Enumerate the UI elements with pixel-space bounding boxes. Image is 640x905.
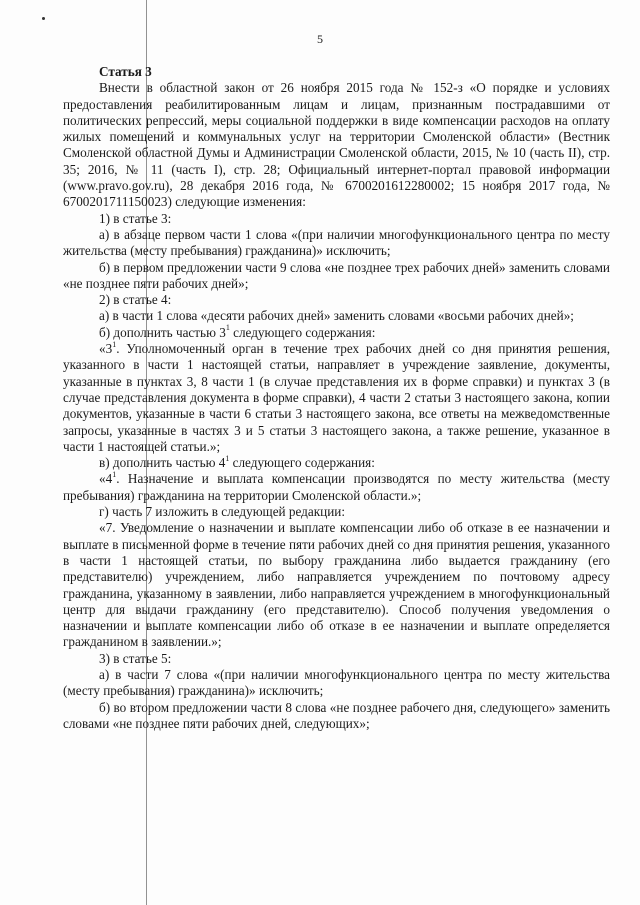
paragraph: «$4^1$. Назначение и выплата компенсации производятся по месту жительства (месту пребывания) гражданина на территории Смоленской области.»; xyxy=(63,470,610,503)
paragraph: г) часть 7 изложить в следующей редакции: xyxy=(99,504,345,520)
article-title: Статья 3 xyxy=(99,64,152,79)
paragraph: «$3^1$. Уполномоченный орган в течение трех рабочих дней со дня принятия решения, указанного в части 1 настоящей статьи, направляет в учреждение заявление, документы, указанные в пунктах 3, 8 части 1 (в случае представления их в форме справки) и пунктах 3 (в случае представления документа в форме справки), 4 части 2 статьи 3 настоящего закона, копии документов, указанные в части 6 статьи 3 настоящего закона, все ответы на межведомственные запросы, указанные в частях 3 и 5 статьи 3 настоящего закона, а также решение, указанное в части 1 настоящей статьи.»; xyxy=(63,339,610,454)
paragraph: а) в абзаце первом части 1 слова «(при наличии многофункционального центра по месту жительства (месту пребывания) гражданина)» исключить; xyxy=(63,226,610,259)
paragraph: б) в первом предложении части 9 слова «не позднее трех рабочих дней» заменить словами «не позднее пяти рабочих дней»; xyxy=(63,259,610,291)
paragraph: б) во втором предложении части 8 слова «не позднее рабочего дня, следующего» заменить словами «не позднее пяти рабочих дней, следующих»; xyxy=(63,699,610,731)
paragraph: 1) в статье 3: xyxy=(99,210,172,226)
paragraph: а) в части 7 слова «(при наличии многофункционального центра по месту жительства (месту пребывания) гражданина)» исключить; xyxy=(63,666,610,699)
paragraph: в) дополнить частью $4^1$ следующего содержания: xyxy=(99,453,375,471)
paragraph: б) дополнить частью $3^1$ следующего содержания: xyxy=(99,323,376,340)
scan-speck xyxy=(42,17,45,20)
paragraph: 2) в статье 4: xyxy=(99,292,172,308)
page-number: 5 xyxy=(317,32,323,46)
paragraph: «7. Уведомление о назначении и выплате компенсации либо об отказе в ее назначении и выплате в письменной форме в течение пяти рабочих дней со дня принятия решения, указанного в части 1 настоящей статьи, по выбору гражданина либо выдается гражданину (его представителю) учреждением, либо направляется учреждением по почтовому адресу гражданина, указанному в заявлении, либо направляется учреждением в многофункциональный центр для выдачи гражданину (его представителю). Способ получения уведомления о назначении и выплате компенсации либо об отказе в ее назначении и выплате определяется гражданином в заявлении.»; xyxy=(63,520,610,650)
paragraph: Внести в областной закон от 26 ноября 2015 года № 152-з «О порядке и условиях предоставления реабилитированным лицам и лицам, признанным пострадавшими от политических репрессий, меры социальной поддержки в виде компенсации расходов на оплату жилых помещений и коммунальных услуг на территории Смоленской области» (Вестник Смоленской областной Думы и Администрации Смоленской области, 2015, № 10 (часть II), стр. 35; 2016, № 11 (часть I), стр. 28; Официальный интернет-портал правовой информации (www.pravo.gov.ru), 28 декабря 2016 года, № 6700201612280002; 15 ноября 2017 года, № 6700201711150023) следующие изменения: xyxy=(63,80,610,210)
document-body xyxy=(63,64,610,732)
paragraph: 3) в статье 5: xyxy=(99,650,172,666)
paragraph: а) в части 1 слова «десяти рабочих дней» заменить словами «восьми рабочих дней»; xyxy=(99,308,574,324)
